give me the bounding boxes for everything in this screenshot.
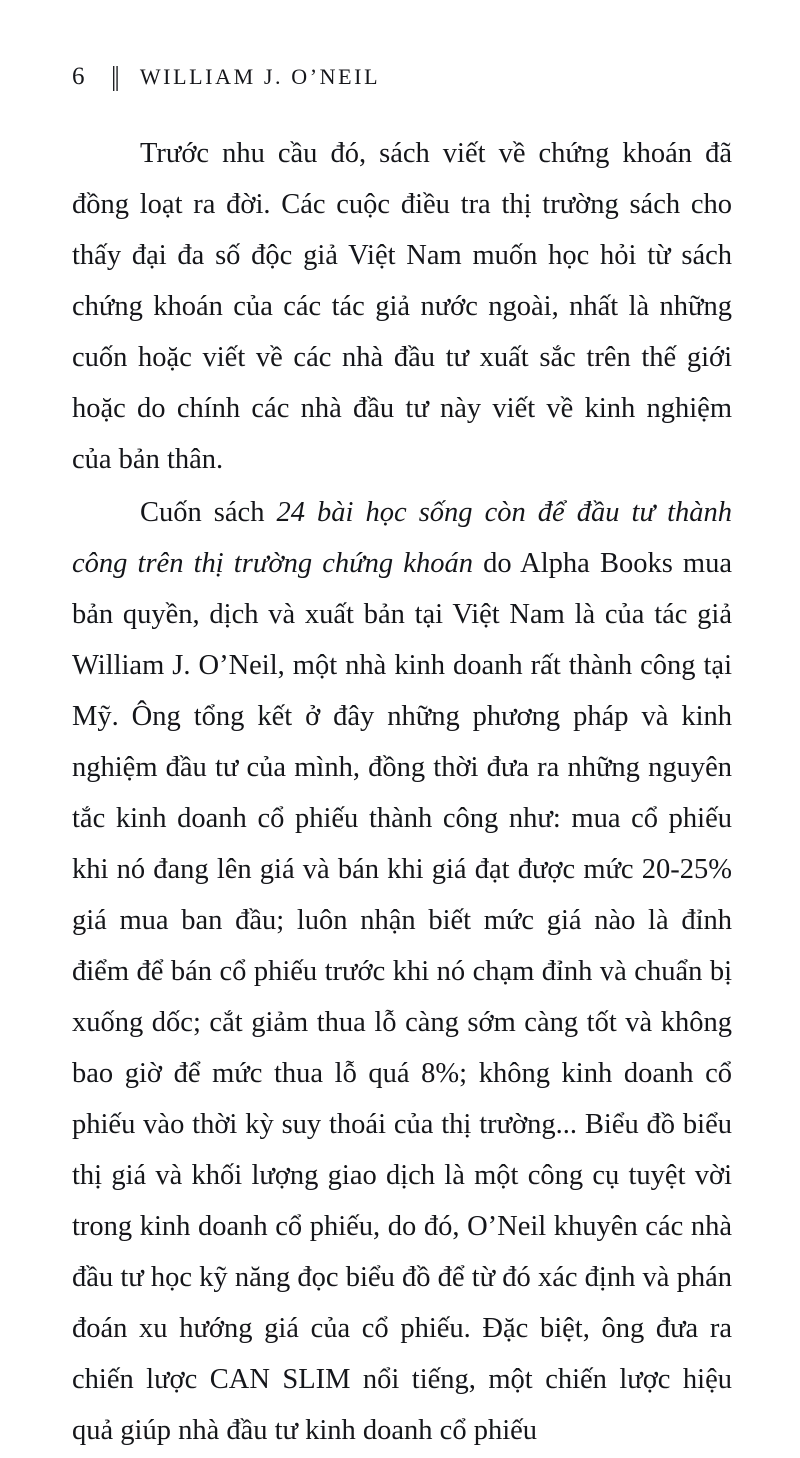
book-title: 24 bài học sống còn để đầu tư thành công trên thị trường chứng khoán — [72, 497, 732, 579]
paragraph-2 — [72, 487, 732, 1456]
page-body — [72, 128, 732, 1458]
paragraph-1 — [72, 128, 732, 485]
paragraph-2-lead: Cuốn sách — [140, 497, 277, 528]
paragraph-2-rest: do Alpha Books mua bản quyền, dịch và xuất bản tại Việt Nam là của tác giả William J. O’Neil, một nhà kinh doanh rất thành công tại Mỹ. Ông tổng kết ở đây những phương pháp và kinh nghiệm đầu tư của mình, đồng thời đưa ra những nguyên tắc kinh doanh cổ phiếu thành công như: mua cổ phiếu khi nó đang lên giá và bán khi giá đạt được mức 20-25% giá mua ban đầu; luôn nhận biết mức giá nào là đỉnh điểm để bán cổ phiếu trước khi nó chạm đỉnh và chuẩn bị xuống dốc; cắt giảm thua lỗ càng sớm càng tốt và không bao giờ để mức thua lỗ quá 8%; không kinh doanh cổ phiếu vào thời kỳ suy thoái của thị trường... Biểu đồ biểu thị giá và khối lượng giao dịch là một công cụ tuyệt vời trong kinh doanh cổ phiếu, do đó, O’Neil khuyên các nhà đầu tư học kỹ năng đọc biểu đồ để từ đó xác định và phán đoán xu hướng giá của cổ phiếu. Đặc biệt, ông đưa ra chiến lược CAN SLIM nổi tiếng, một chiến lược hiệu quả giúp nhà đầu tư kinh doanh cổ phiếu — [72, 548, 732, 1446]
page-header — [72, 62, 728, 102]
paragraph-1-text: Trước nhu cầu đó, sách viết về chứng khoán đã đồng loạt ra đời. Các cuộc điều tra thị trường sách cho thấy đại đa số độc giả Việt Nam muốn học hỏi từ sách chứng khoán của các tác giả nước ngoài, nhất là những cuốn hoặc viết về các nhà đầu tư xuất sắc trên thế giới hoặc do chính các nhà đầu tư này viết về kinh nghiệm của bản thân. — [72, 138, 732, 475]
header-divider-icon: || — [111, 61, 118, 91]
running-title: WILLIAM J. O’NEIL — [139, 64, 381, 89]
page-number: 6 — [72, 63, 85, 90]
